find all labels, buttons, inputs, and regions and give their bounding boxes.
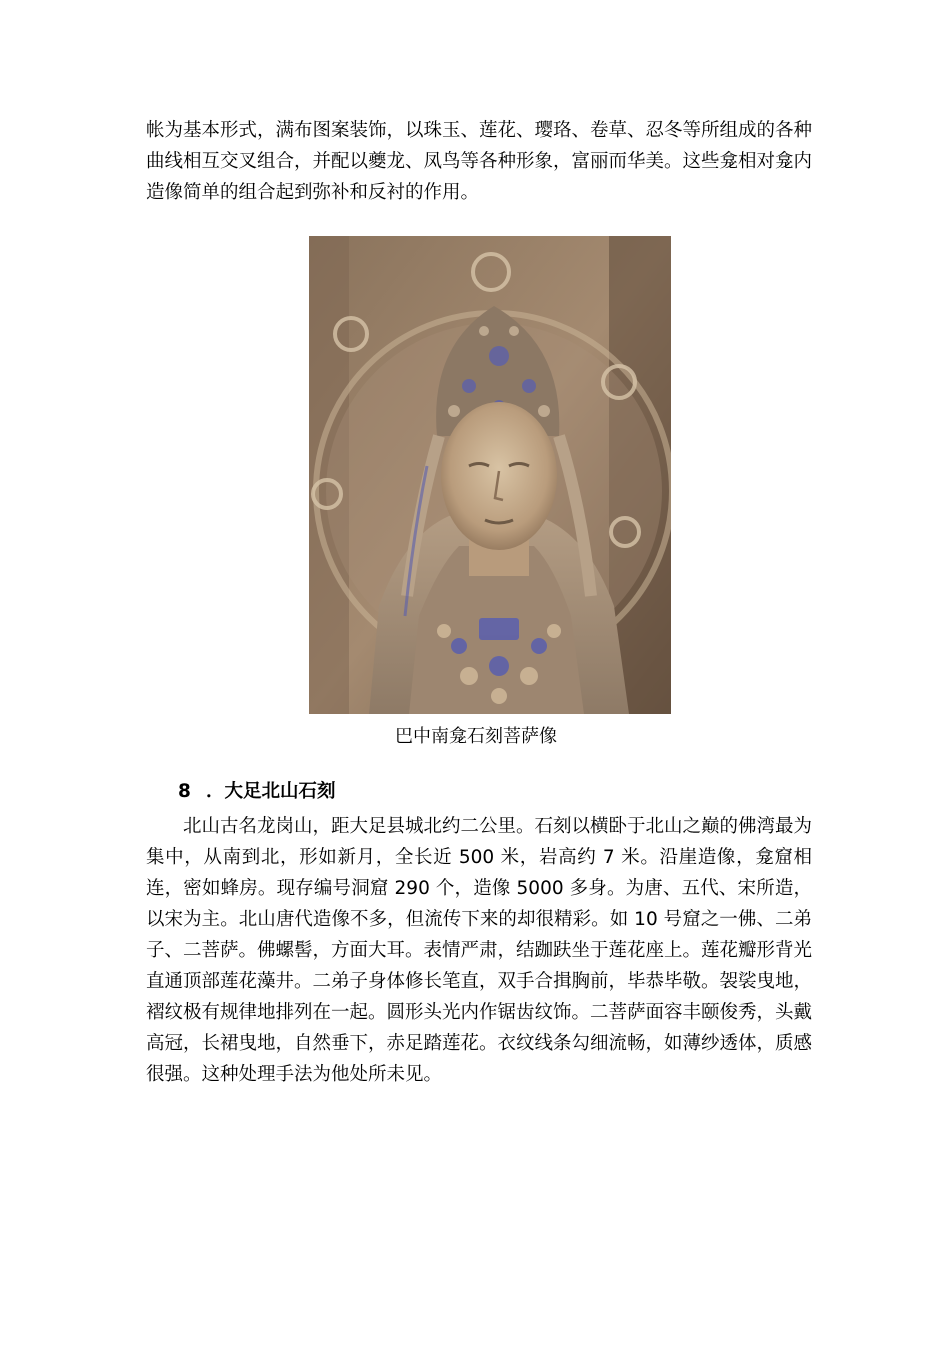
section-heading (178, 778, 336, 806)
figure-caption: 巴中南龛石刻菩萨像 (395, 726, 557, 747)
section-paragraph: 北山古名龙岗山，距大足县城北约二公里。石刻以横卧于北山之巅的佛湾最为集中，从南到北，形如新月，全长近 500 米，岩高约 7 米。沿崖造像，龛窟相连，密如蜂房。现存编号洞窟 290 个，造像 5000 多身。为唐、五代、宋所造，以宋为主。北山唐代造像不多，但流传下来的却很精彩。如 10 号窟之一佛、二弟子、二菩萨。佛螺髻，方面大耳。表情严肃，结跏趺坐于莲花座上。莲花瓣形背光直通顶部莲花藻井。二弟子身体修长笔直，双手合揖胸前，毕恭毕敬。袈裟曳地，褶纹极有规律地排列在一起。圆形头光内作锯齿纹饰。二菩萨面容丰颐俊秀，头戴高冠，长裙曳地，自然垂下，赤足踏莲花。衣纹线条勾细流畅，如薄纱透体，质感很强。这种处理手法为他处所未见。 (146, 816, 813, 1085)
bodhisattva-photo (309, 236, 671, 714)
section-number: 8 (178, 781, 191, 802)
intro-paragraph: 帐为基本形式，满布图案装饰，以珠玉、莲花、璎珞、卷草、忍冬等所组成的各种曲线相互交叉组合，并配以夔龙、凤鸟等各种形象，富丽而华美。这些龛相对龛内造像简单的组合起到弥补和反衬的作用。 (146, 120, 813, 203)
section-title: ．大足北山石刻 (206, 781, 336, 802)
